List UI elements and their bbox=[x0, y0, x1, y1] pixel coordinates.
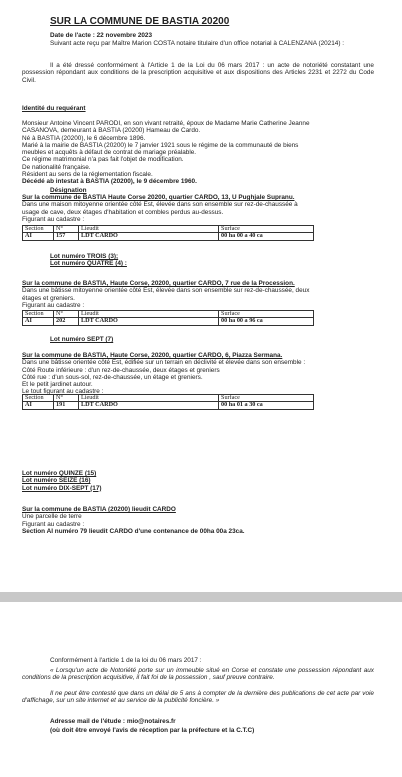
identite-block bbox=[22, 120, 374, 186]
footer-mail-note: (où doit être envoyé l'avis de réception par la préfecture et la C.T.C) bbox=[50, 727, 255, 734]
table-row bbox=[23, 233, 314, 240]
lot4-section: Section AI numéro 79 lieudit CARDO d'une contenance de 00ha 00a 23ca. bbox=[22, 527, 245, 535]
lot-sept-label: Lot numéro SEPT (7) bbox=[50, 336, 114, 343]
table-cell: LDT CARDO bbox=[79, 318, 219, 325]
table-header-cell: Surface bbox=[219, 226, 314, 233]
lot2-heading: Sur la commune de BASTIA, Haute Corse, 20200, quartier CARDO, 7 rue de la Procession. bbox=[22, 280, 295, 287]
lot-label: Lot numéro QUATRE (4) : bbox=[50, 260, 127, 268]
identite-line: Monsieur Antoine Vincent PARODI, en son vivant retraité, époux de Madame Marie Catherine Jeanne bbox=[22, 120, 310, 127]
table-cell: 00 ha 00 a 96 ca bbox=[219, 318, 314, 325]
lot-label: Lot numéro TROIS (3); bbox=[50, 253, 119, 260]
table-cell: AI bbox=[23, 318, 54, 325]
table-cell: LDT CARDO bbox=[79, 402, 219, 409]
table-header-cell: Section bbox=[23, 311, 54, 318]
acte-date: Date de l'acte : 22 novembre 2023 bbox=[50, 32, 153, 39]
lot2-desc-line: Figurant au cadastre : bbox=[22, 301, 85, 309]
lot2-desc-line: étages et greniers. bbox=[22, 294, 75, 302]
lot1-block bbox=[22, 194, 374, 223]
identite-line: CASANOVA, demeurant à BASTIA (20200) Hameau de Cardo. bbox=[22, 127, 201, 135]
table-cell: LDT CARDO bbox=[79, 233, 219, 240]
intro-paragraph-1 bbox=[50, 40, 374, 47]
lot4-desc-line: Figurant au cadastre : bbox=[22, 520, 85, 528]
identite-line: Né à BASTIA (20200), le 6 décembre 1896. bbox=[22, 134, 146, 142]
lot2-desc-line: Dans une bâtisse mitoyenne orientée côté Est, élevée dans son ensemble sur rez-de-chaussée, deux bbox=[22, 287, 310, 295]
table-header-cell: N° bbox=[54, 226, 79, 233]
table-header-cell: Lieudit bbox=[79, 395, 219, 402]
table-cell: 00 ha 00 a 40 ca bbox=[219, 233, 314, 240]
lots-last bbox=[22, 470, 102, 492]
lot3-heading: Sur la commune de BASTIA, Haute Corse, 20200, quartier CARDO, 6, Piazza Sermana. bbox=[22, 352, 283, 359]
page-title: SUR LA COMMUNE DE BASTIA 20200 bbox=[50, 16, 230, 27]
lot3-cadastre-table bbox=[22, 394, 314, 410]
table-header-row bbox=[23, 395, 314, 402]
table-header-cell: Section bbox=[23, 226, 54, 233]
footer-conforme: Conformément à l'article 1 de la loi du 06 mars 2017 : bbox=[50, 657, 202, 664]
lot3-desc-line: Et le petit jardinet autour. bbox=[22, 381, 93, 389]
table-header-cell: N° bbox=[54, 395, 79, 402]
lot3-desc-line: Dans une bâtisse orientée côté Est, édifiée sur un terrain en déclivité et élevée dans son ensemble : bbox=[22, 359, 306, 367]
lot1-cadastre-table bbox=[22, 225, 314, 241]
footer-quote-1 bbox=[22, 667, 374, 682]
table-header-cell: Lieudit bbox=[79, 226, 219, 233]
lot1-heading: Sur la commune de BASTIA Haute Corse 20200, quartier CARDO, 13, U Pughjale Supranu. bbox=[22, 194, 295, 201]
lot3-block bbox=[22, 352, 374, 396]
table-row bbox=[23, 402, 314, 409]
footer-quote-2-text: Il ne peut être contesté que dans un délai de 5 ans à compter de la dernière des publications de cet acte par voie d'affichage, sur un site internet et au service de la publicité foncière. » bbox=[22, 690, 374, 705]
lot-label: Lot numéro QUINZE (15) bbox=[22, 470, 97, 477]
table-header-cell: Surface bbox=[219, 395, 314, 402]
lot1-desc-line: Dans une maison mitoyenne orientée côté Est, élevée dans son ensemble sur rez-de-chaussée à bbox=[22, 201, 298, 209]
lot4-desc-line: Une parcelle de terre bbox=[22, 513, 82, 521]
lot2-block bbox=[22, 280, 374, 309]
lot4-block bbox=[22, 506, 374, 535]
table-cell: AI bbox=[23, 233, 54, 240]
identite-line: Ce régime matrimonial n'a pas fait l'objet de modification. bbox=[22, 156, 184, 164]
lot4-heading: Sur la commune de BASTIA (20200) lieudit CARDO bbox=[22, 506, 176, 513]
lot3-desc-line: Côté rue : d'un sous-sol, rez-de-chaussée, un étage et greniers. bbox=[22, 373, 203, 381]
table-header-row bbox=[23, 226, 314, 233]
lot1-desc-line: usage de cave, deux étages d'habitation et combles perdus au-dessus. bbox=[22, 208, 224, 216]
table-header-cell: Lieudit bbox=[79, 311, 219, 318]
identite-line: Résident au sens de la réglementation fiscale. bbox=[22, 171, 153, 179]
footer-quote-1-text: « Lorsqu'un acte de Notoriété porte sur un immeuble situé en Corse et constate une possession répondant aux conditions de la prescription acquisitive, il fait foi de la possession , sauf preuve contraire. bbox=[22, 667, 374, 682]
decede-line: Décédé ab intestat à BASTIA (20200), le 9 décembre 1960. bbox=[22, 178, 197, 186]
lot2-cadastre-table bbox=[22, 310, 314, 326]
identite-line: meubles et acquêts à défaut de contrat de mariage préalable. bbox=[22, 149, 197, 157]
footer-quote-2 bbox=[22, 690, 374, 705]
intro-paragraph-2 bbox=[22, 62, 374, 84]
separator-band bbox=[0, 592, 402, 602]
footer-mail: Adresse mail de l'étude : mio@notaires.fr bbox=[50, 718, 176, 725]
intro-text-1: Suivant acte reçu par Maître Marion COSTA notaire titulaire d'un office notarial à CALENZANA (20214) : bbox=[50, 40, 345, 47]
table-header-row bbox=[23, 311, 314, 318]
identite-line: De nationalité française. bbox=[22, 163, 91, 171]
identite-heading: Identité du requérant bbox=[22, 105, 86, 112]
table-cell: 202 bbox=[54, 318, 79, 325]
lot1-figurant: Figurant au cadastre : bbox=[22, 215, 85, 223]
table-cell: 00 ha 01 a 30 ca bbox=[219, 402, 314, 409]
designation-heading: Désignation bbox=[50, 187, 87, 194]
table-header-cell: Section bbox=[23, 395, 54, 402]
lot-label: Lot numéro SEIZE (16) bbox=[22, 477, 91, 485]
table-cell: 191 bbox=[54, 402, 79, 409]
identite-line: Marié à la mairie de BASTIA (20200) le 7 janvier 1921 sous le régime de la communauté de biens bbox=[22, 141, 299, 149]
lots-trois-quatre bbox=[50, 253, 127, 268]
lot3-desc-line: Le tout figurant au cadastre : bbox=[22, 388, 104, 396]
lot3-desc-line: Côté Route inférieure : d'un rez-de-chaussée, deux étages et greniers bbox=[22, 366, 220, 374]
intro-text-2: Il a été dressé conformément à l'Article 1 de la Loi du 06 mars 2017 : un acte de notoriété constatant une possession répondant aux conditions de la prescription acquisitive et aux dispositions des Articles 2231 et 2272 du Code Civil. bbox=[22, 62, 374, 84]
table-header-cell: N° bbox=[54, 311, 79, 318]
table-cell: AI bbox=[23, 402, 54, 409]
lot-label: Lot numéro DIX-SEPT (17) bbox=[22, 484, 102, 492]
table-cell: 157 bbox=[54, 233, 79, 240]
table-header-cell: Surface bbox=[219, 311, 314, 318]
table-row bbox=[23, 318, 314, 325]
